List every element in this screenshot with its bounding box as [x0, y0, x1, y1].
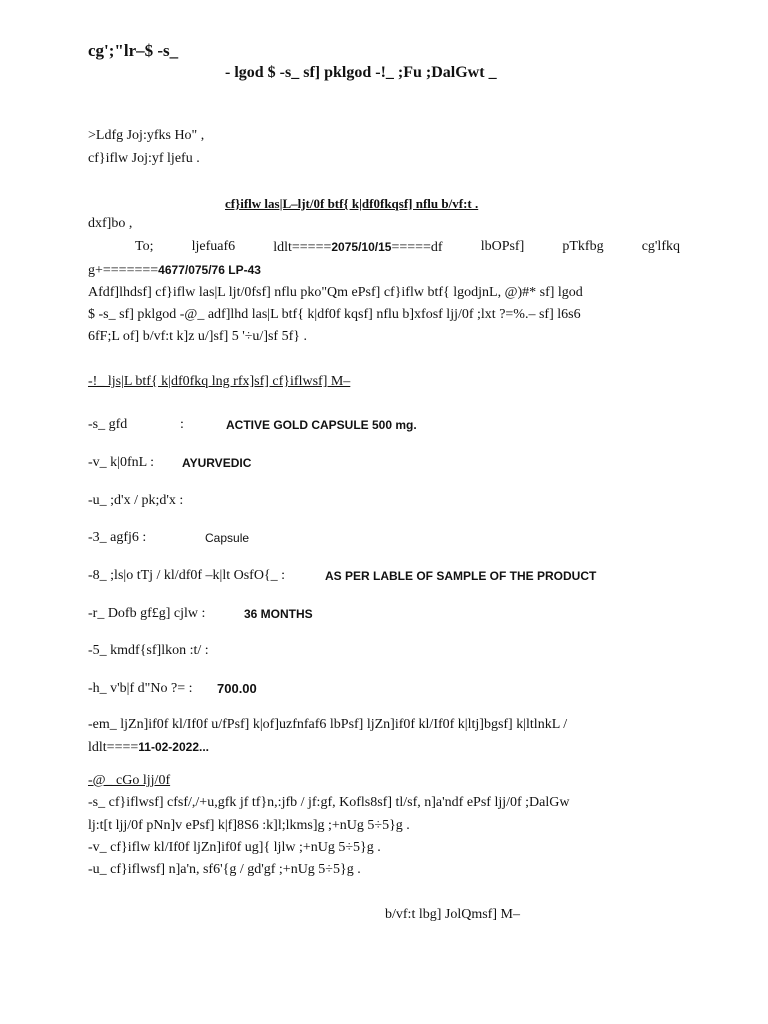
field-name-value: ACTIVE GOLD CAPSULE 500 mg. — [226, 418, 417, 432]
field-group-label: -u_ ;d'x / pk;d'x : — [88, 493, 184, 508]
para1-line2 — [88, 261, 261, 280]
field-pharmacopeia-label: -5_ kmdf{sf]lkon :t/ : — [88, 643, 209, 658]
addressee-line-2: cf}iflw Joj:yf ljefu . — [88, 151, 200, 166]
field-ingredients-label: -8_ ;ls|o tTj / kl/df0f –k|lt OsfO{_ : — [88, 568, 286, 583]
para2-line2 — [88, 738, 209, 757]
field-ingredients-value: AS PER LABLE OF SAMPLE OF THE PRODUCT — [325, 569, 597, 583]
field-dosage-form-value: Capsule — [205, 531, 250, 545]
para1-word: ljefuaf6 — [191, 239, 236, 254]
field-name-label: -s_ gfd — [88, 417, 128, 432]
field-name-sep: : — [180, 417, 184, 432]
attachment-line-2: lj:t[t ljj/0f pNn]v ePsf] k|f]8S6 :k]l;lkms]g ;+nUg 5÷5}g . — [88, 818, 410, 833]
field-expiry-value: 36 MONTHS — [244, 607, 313, 621]
para1-line3: Afdf]lhdsf] cf}iflw las|L ljt/0fsf] nflu pko"Qm ePsf] cf}iflw btf{ lgodjnL, @)#* sf] lgod — [88, 285, 583, 300]
para1-date: 2075/10/15 — [331, 240, 392, 254]
para1-line5: 6fF;L of] b/vf:t k]z u/]sf] 5 '÷u/]sf 5f} . — [88, 329, 307, 344]
license-number: 4677/075/76 LP-43 — [158, 263, 261, 277]
subject-line: cf}iflw las|L–ljt/0f btf{ k|df0fkqsf] nflu b/vf:t . — [225, 196, 479, 211]
document-header-2: - lgod $ -s_ sf] pklgod -!_ ;Fu ;DalGwt _ — [225, 64, 497, 81]
attachment-line-1: -s_ cf}iflwsf] cfsf/,/+u,gfk jf tf}n,:jfb / jf:gf, Kofls8sf] tl/sf, n]a'ndf ePsf ljj/0f ;DalGw — [88, 795, 570, 810]
field-system-label: -v_ k|0fnL : — [88, 455, 155, 470]
para1-word: cg'lfkq — [641, 239, 680, 254]
para1-word: To; — [135, 239, 154, 254]
para1-word: lbOPsf] — [480, 239, 525, 254]
report-date: 11-02-2022... — [138, 740, 209, 754]
field-price-label: -h_ v'b|f d"No ?= : — [88, 681, 193, 696]
para1-line4: $ -s_ sf] pklgod -@_ adf]lhd las|L btf{ k|df0f kqsf] nflu b]xfosf ljj/0f ;lxt ?=%.– sf] l6s6 — [88, 307, 581, 322]
para1-word: ldlt===== — [273, 240, 332, 255]
para2-line2-prefix: ldlt==== — [88, 740, 139, 755]
field-expiry-label: -r_ Dofb gf£g] cjlw : — [88, 606, 206, 621]
attachments-heading: -@_ cGo ljj/0f — [88, 773, 171, 788]
field-price-value: 700.00 — [217, 681, 257, 696]
section-heading: -!_ ljs|L btf{ k|df0fkq lng rfx]sf] cf}iflwsf] M– — [88, 374, 351, 389]
field-dosage-form-label: -3_ agfj6 : — [88, 530, 147, 545]
signature-line: b/vf:t lbg] JolQmsf] M– — [385, 907, 520, 922]
attachment-line-3: -v_ cf}iflw kl/If0f ljZn]if0f ug]{ ljlw ;+nUg 5÷5}g . — [88, 840, 381, 855]
salutation: dxf]bo , — [88, 216, 133, 231]
field-system-value: AYURVEDIC — [182, 456, 252, 470]
document-header-1: cg';"lr–$ -s_ — [88, 41, 179, 60]
para1-word: =====df — [391, 240, 443, 255]
para1-line2-prefix: g+======= — [88, 263, 159, 278]
para1-word: pTkfbg — [562, 239, 604, 254]
para1-line1 — [88, 238, 680, 257]
para1-date-group — [273, 238, 442, 257]
attachment-line-4: -u_ cf}iflwsf] n]a'n, sf6'{g / gd'gf ;+nUg 5÷5}g . — [88, 862, 361, 877]
para2-line1: -em_ ljZn]if0f kl/If0f u/fPsf] k|of]uzfnfaf6 lbPsf] ljZn]if0f kl/If0f k|ltj]bgsf] k|ltlnkL / — [88, 717, 568, 732]
addressee-line-1: >Ldfg Joj:yfks Ho" , — [88, 128, 205, 143]
